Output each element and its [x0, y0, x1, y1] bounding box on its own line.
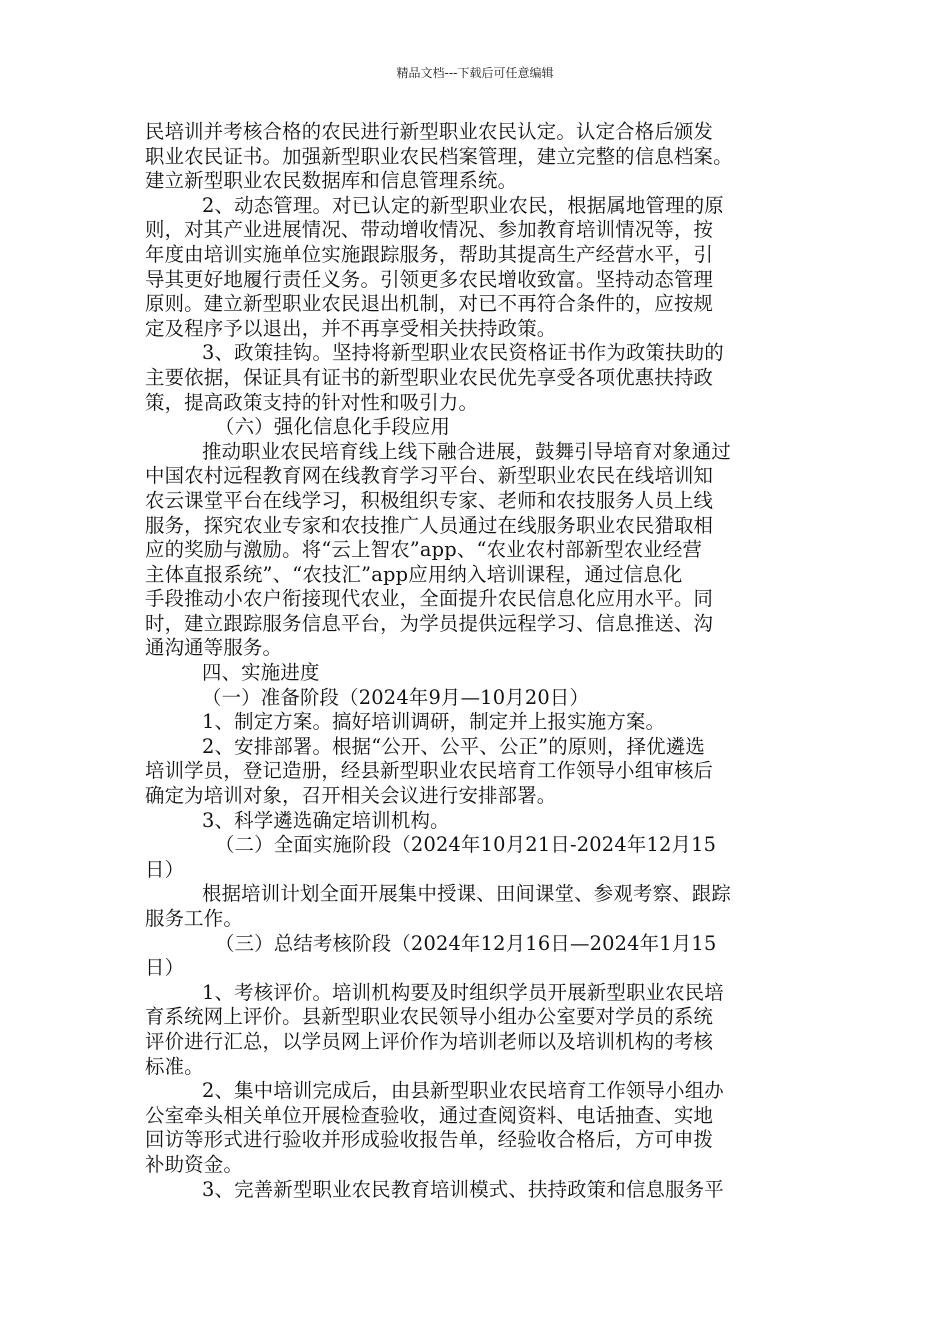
text-line: 主要依据，保证具有证书的新型职业农民优先享受各项优惠扶持政 [145, 365, 714, 389]
text-line: 定及程序予以退出，并不再享受相关扶持政策。 [145, 316, 557, 340]
text-line: 服务，探究农业专家和农技推广人员通过在线服务职业农民猎取相 [145, 513, 714, 537]
text-line: 中国农村远程教育网在线教育学习平台、新型职业农民在线培训知 [145, 464, 714, 488]
text-line: 原则。建立新型职业农民退出机制，对已不再符合条件的，应按规 [145, 292, 714, 316]
text-line: 根据培训计划全面开展集中授课、田间课堂、参观考察、跟踪 [202, 882, 731, 906]
text-line: 培训学员，登记造册，经县新型职业农民培育工作领导小组审核后 [145, 759, 714, 783]
text-line: 2、动态管理。对已认定的新型职业农民，根据属地管理的原 [202, 193, 724, 217]
text-line: 3、科学遴选确定培训机构。 [202, 808, 450, 832]
text-line: 日） [145, 857, 185, 881]
text-line: 育系统网上评价。县新型职业农民领导小组办公室要对学员的系统 [145, 1005, 714, 1029]
text-line: 应的奖励与激励。将“云上智农”app、“农业农村部新型农业经营 [145, 538, 703, 562]
section-heading: （六）强化信息化手段应用 [215, 415, 451, 439]
text-line: 农云课堂平台在线学习，积极组织专家、老师和农技服务人员上线 [145, 488, 714, 512]
text-line: 1、考核评价。培训机构要及时组织学员开展新型职业农民培 [202, 980, 724, 1004]
text-line: 日） [145, 956, 185, 980]
text-line: 通沟通等服务。 [145, 636, 283, 660]
text-line: 策，提高政策支持的针对性和吸引力。 [145, 390, 479, 414]
text-line: 评价进行汇总，以学员网上评价作为培训老师以及培训机构的考核 [145, 1029, 714, 1053]
text-line: 主体直报系统”、“农技汇”app应用纳入培训课程，通过信息化 [145, 562, 683, 586]
text-line: 公室牵头相关单位开展检查验收，通过查阅资料、电话抽查、实地 [145, 1103, 714, 1127]
text-line: 确定为培训对象，召开相关会议进行安排部署。 [145, 784, 557, 808]
text-line: 职业农民证书。加强新型职业农民档案管理，建立完整的信息档案。 [145, 144, 733, 168]
text-line: 时，建立跟踪服务信息平台，为学员提供远程学习、信息推送、沟 [145, 611, 714, 635]
document-body [145, 120, 810, 1202]
text-line: 1、制定方案。搞好培训调研，制定并上报实施方案。 [202, 710, 666, 734]
text-line: 2、安排部署。根据“公开、公平、公正”的原则，择优遴选 [202, 734, 705, 758]
text-line: 推动职业农民培育线上线下融合进展，鼓舞引导培育对象通过 [202, 439, 731, 463]
text-line: 服务工作。 [145, 907, 243, 930]
text-line: 标准。 [145, 1054, 204, 1078]
text-line: 3、政策挂钩。坚持将新型职业农民资格证书作为政策扶助的 [202, 341, 724, 365]
text-line: 2、集中培训完成后，由县新型职业农民培育工作领导小组办 [202, 1079, 724, 1103]
section-heading: （三）总结考核阶段（2024年12月16日—2024年1月15 [215, 931, 717, 955]
section-heading: （二）全面实施阶段（2024年10月21日-2024年12月15 [215, 833, 717, 857]
text-line: 回访等形式进行验收并形成验收报告单，经验收合格后，方可申拨 [145, 1128, 714, 1152]
text-line: 建立新型职业农民数据库和信息管理系统。 [145, 169, 518, 193]
page-header: 精品文档---下载后可任意编辑 [396, 66, 554, 80]
text-line: 3、完善新型职业农民教育培训模式、扶持政策和信息服务平 [202, 1177, 724, 1201]
text-line: 民培训并考核合格的农民进行新型职业农民认定。认定合格后颁发 [145, 120, 714, 143]
section-heading: （一）准备阶段（2024年9月—10月20日） [202, 685, 590, 709]
section-heading: 四、实施进度 [202, 661, 320, 685]
text-line: 补助资金。 [145, 1152, 243, 1176]
text-line: 则，对其产业进展情况、带动增收情况、参加教育培训情况等，按 [145, 218, 714, 242]
text-line: 导其更好地履行责任义务。引领更多农民增收致富。坚持动态管理 [145, 267, 714, 291]
text-line: 年度由培训实施单位实施跟踪服务，帮助其提高生产经营水平，引 [145, 242, 714, 266]
text-line: 手段推动小农户衔接现代农业，全面提升农民信息化应用水平。同 [145, 587, 714, 611]
